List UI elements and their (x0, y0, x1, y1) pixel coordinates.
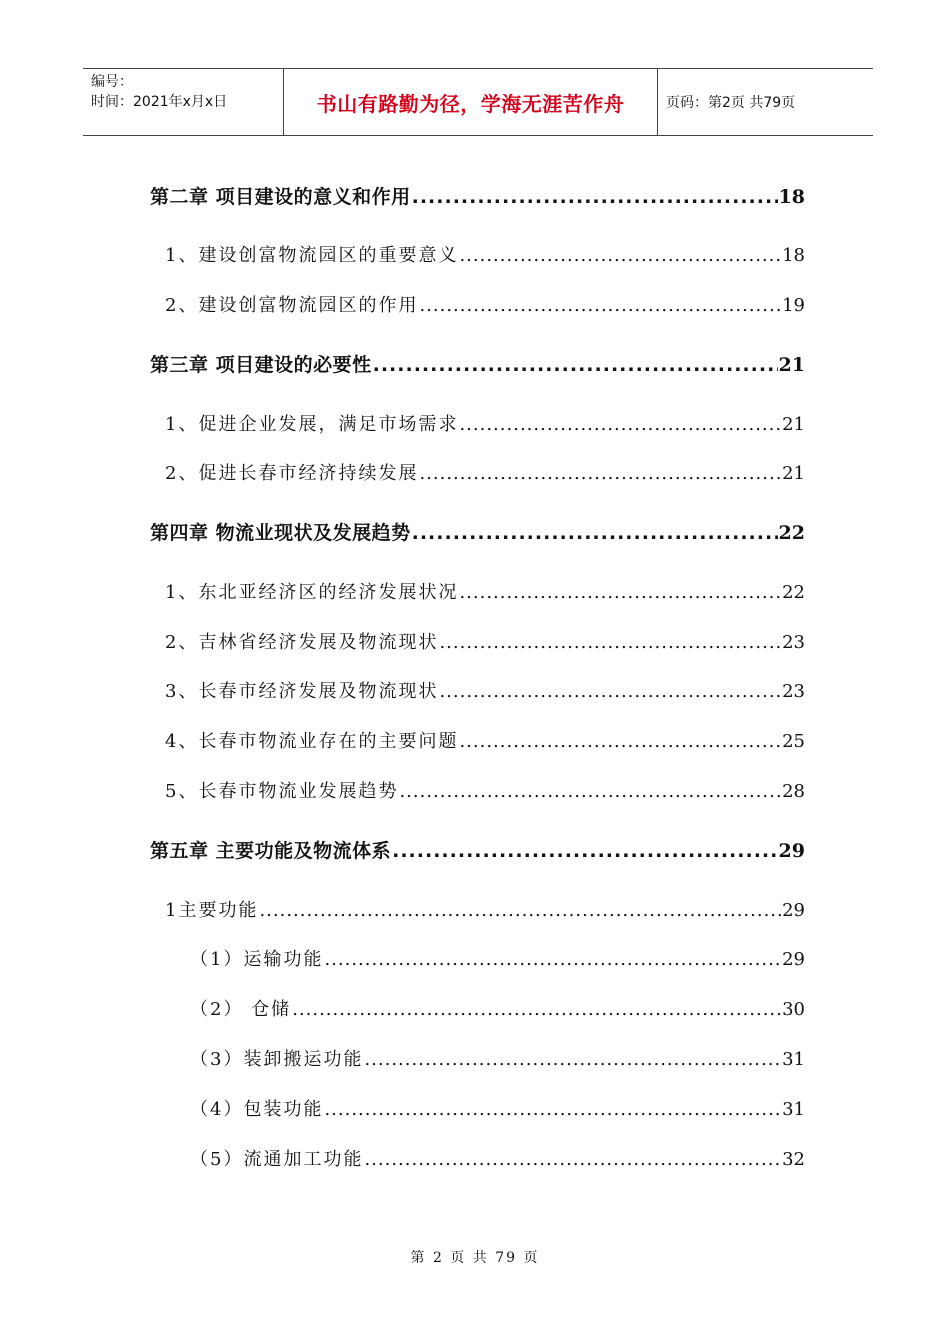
toc-entry-page: 31 (782, 1099, 805, 1120)
toc-entry-page: 21 (782, 414, 805, 435)
toc-leader (364, 1149, 781, 1170)
toc-entry-title: 1、建设创富物流园区的重要意义 (165, 245, 459, 266)
toc-entry-title: （1）运输功能 (190, 949, 324, 970)
toc-entry[interactable] (190, 995, 805, 1021)
toc-entry[interactable] (165, 727, 805, 753)
toc-leader (364, 1049, 781, 1070)
toc-entry-title: 第四章 物流业现状及发展趋势 (150, 522, 411, 544)
toc-entry-title: 2、建设创富物流园区的作用 (165, 295, 419, 316)
toc-entry-page: 22 (782, 582, 805, 603)
toc-entry[interactable] (165, 410, 805, 436)
toc-entry[interactable] (150, 350, 805, 377)
toc-entry[interactable] (165, 896, 805, 922)
toc-entry-title: 第三章 项目建设的必要性 (150, 354, 372, 376)
toc-entry-page: 29 (782, 900, 805, 921)
document-header (83, 68, 873, 136)
toc-leader (439, 681, 781, 702)
toc-entry-page: 21 (778, 354, 805, 376)
toc-entry-page: 30 (782, 999, 805, 1020)
toc-leader (324, 949, 781, 970)
toc-entry[interactable] (150, 518, 805, 545)
toc-entry-page: 23 (782, 632, 805, 653)
toc-leader (412, 522, 778, 544)
toc-leader (292, 999, 781, 1020)
toc-leader (324, 1099, 781, 1120)
toc-entry[interactable] (165, 677, 805, 703)
toc-leader (459, 582, 781, 603)
toc-leader (392, 840, 777, 862)
toc-entry[interactable] (190, 1095, 805, 1121)
toc-leader (419, 295, 781, 316)
toc-entry-title: 5、长春市物流业发展趋势 (165, 781, 399, 802)
toc-entry-page: 22 (778, 522, 805, 544)
toc-entry[interactable] (190, 1145, 805, 1171)
toc-leader (259, 900, 781, 921)
toc-entry-page: 21 (782, 463, 805, 484)
header-page-info: 页码：第2页 共79页 (666, 95, 796, 111)
toc-entry-title: 3、长春市经济发展及物流现状 (165, 681, 439, 702)
header-time-label: 时间：2021年x月x日 (91, 94, 228, 110)
toc-entry-title: （4）包装功能 (190, 1099, 324, 1120)
toc-entry-title: 2、促进长春市经济持续发展 (165, 463, 419, 484)
toc-leader (459, 245, 781, 266)
toc-entry-title: （5）流通加工功能 (190, 1149, 364, 1170)
toc-leader (373, 354, 778, 376)
toc-entry-title: 第五章 主要功能及物流体系 (150, 840, 392, 862)
toc-entry-title: 2、吉林省经济发展及物流现状 (165, 632, 439, 653)
toc-leader (439, 632, 781, 653)
toc-entry[interactable] (165, 777, 805, 803)
toc-leader (412, 186, 778, 208)
toc-entry-page: 29 (782, 949, 805, 970)
toc-entry[interactable] (150, 836, 805, 863)
toc-entry-title: 1、促进企业发展，满足市场需求 (165, 414, 459, 435)
toc-entry[interactable] (190, 1045, 805, 1071)
toc-entry-page: 19 (782, 295, 805, 316)
toc-entry-page: 31 (782, 1049, 805, 1070)
toc-entry-title: 4、长春市物流业存在的主要问题 (165, 731, 459, 752)
toc-entry[interactable] (165, 578, 805, 604)
toc-leader (459, 414, 781, 435)
toc-leader (459, 731, 781, 752)
toc-leader (419, 463, 781, 484)
toc-entry[interactable] (190, 945, 805, 971)
header-meta-cell (83, 69, 284, 135)
header-number-label: 编号： (91, 74, 133, 90)
toc-entry[interactable] (165, 628, 805, 654)
toc-entry-page: 25 (782, 731, 805, 752)
toc-entry[interactable] (165, 241, 805, 267)
toc-entry[interactable] (165, 459, 805, 485)
toc-entry-page: 18 (782, 245, 805, 266)
toc-leader (399, 781, 781, 802)
toc-entry-page: 18 (778, 186, 805, 208)
toc-entry-page: 23 (782, 681, 805, 702)
toc-entry-title: （2） 仓储 (190, 999, 292, 1020)
toc-entry[interactable] (165, 291, 805, 317)
toc-entry-page: 29 (778, 840, 805, 862)
page-footer: 第 2 页 共 79 页 (410, 1250, 540, 1266)
toc-entry-title: 第二章 项目建设的意义和作用 (150, 186, 411, 208)
toc-entry-title: （3）装卸搬运功能 (190, 1049, 364, 1070)
toc-entry-title: 1主要功能 (165, 900, 259, 921)
header-motto: 书山有路勤为径，学海无涯苦作舟 (284, 69, 658, 135)
toc-entry-page: 32 (782, 1149, 805, 1170)
toc-entry[interactable] (150, 182, 805, 209)
toc-entry-page: 28 (782, 781, 805, 802)
toc-entry-title: 1、东北亚经济区的经济发展状况 (165, 582, 459, 603)
